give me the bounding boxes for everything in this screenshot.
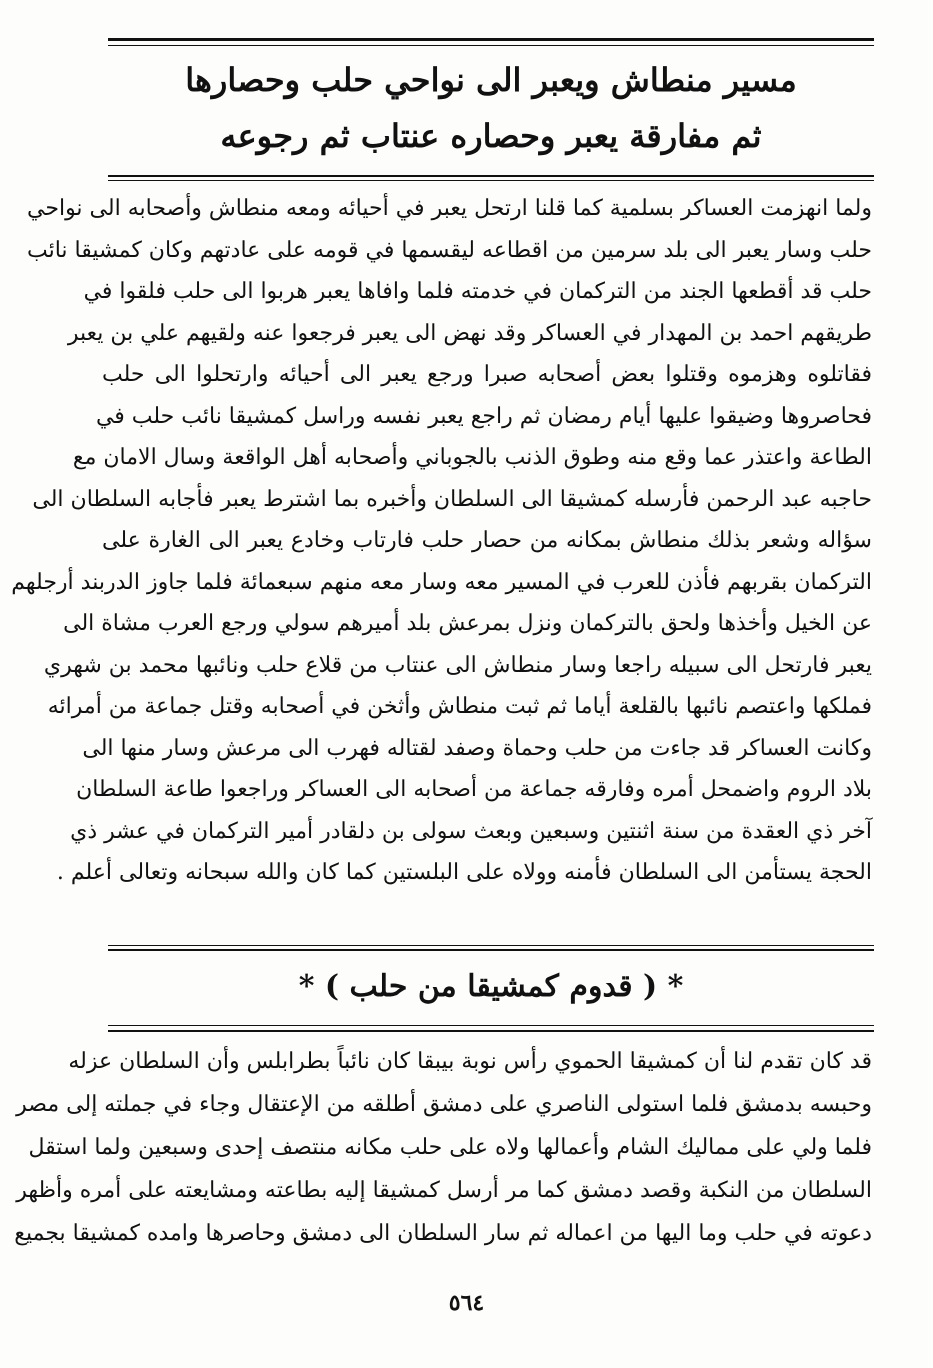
subheading-rule-thick-top: [108, 949, 874, 951]
subheading-rule-thin-top: [108, 945, 874, 946]
text-line: وكانت العساكر قد جاءت من حلب وحماة وصفد لقتاله فهرب الى مرعش وسار منها الى: [82, 735, 872, 761]
top-rule-thick: [108, 38, 874, 41]
heading-line-1: مسير منطاش ويعبر الى نواحي حلب وحصارها: [185, 61, 797, 99]
text-line: حاجبه عبد الرحمن فأرسله كمشيقا الى السلطان وأخبره بما اشترط يعبر فأجابه السلطان الى: [32, 486, 872, 512]
text-line: قد كان تقدم لنا أن كمشيقا الحموي رأس نوبة بيبقا كان نائباً بطرابلس وأن السلطان عزله: [68, 1049, 872, 1074]
text-line: طريقهم احمد بن المهدار في العساكر وقد نهض الى يعبر فرجعوا عنه ولقيهم علي بن يعبر: [67, 320, 872, 346]
text-line: سؤاله وشعر بذلك منطاش بمكانه من حصار حلب فارتاب وخادع يعبر الى الغارة على: [102, 528, 872, 553]
text-line: السلطان من النكبة وقصد دمشق كما مر أرسل كمشيقا إليه بطاعته ومشايعته على أمره وأظهر: [16, 1178, 872, 1203]
page-number: ٥٦٤: [448, 1290, 485, 1316]
text-line: يعبر فارتحل الى سبيله راجعا وسار منطاش الى عنتاب من قلاع حلب ونائبها محمد بن شهري: [43, 652, 872, 678]
text-line: الطاعة واعتذر عما وقع منه وطوق الذنب بالجوباني وأصحابه أهل الواقعة وسال الامان مع: [72, 445, 872, 470]
text-line: ولما انهزمت العساكر بسلمية كما قلنا ارتحل يعبر في أحيائه ومعه منطاش وأصحابه الى نواحي: [27, 196, 872, 221]
text-line: حلب وسار يعبر الى بلد سرمين من اقطاعه ليقسمها في قومه على عادتهم وكان كمشيقا نائب: [26, 237, 872, 263]
text-line: التركمان بقربهم فأذن للعرب في المسير معه وسار معه منهم سبعمائة فلما جاوز الدربند أرجلهم: [11, 569, 872, 595]
chapter-heading: [108, 52, 874, 164]
text-line: آخر ذي العقدة من سنة اثنتين وسبعين وبعث سولى بن دلقادر أمير التركمان في عشر ذي: [70, 818, 872, 844]
text-line: حلب قد أقطعها الجند من التركمان في خدمته فلما وافاها يعبر هربوا الى حلب فلقوا في: [83, 279, 872, 304]
section-subheading: * ( قدوم كمشيقا من حلب ) *: [298, 969, 684, 1004]
section-2-text: [14, 1040, 872, 1255]
text-line: فملكها واعتصم نائبها بالقلعة أياما ثم ثبت منطاش وأثخن في أصحابه وقتل جماعة من أمرائه: [47, 694, 872, 719]
text-line: عن الخيل وأخذها ولحق بالتركمان ونزل بمرعش بلد أميرهم سولي ورجع العرب مشاة الى: [63, 611, 872, 636]
text-line: فلما ولي على مماليك الشام وأعمالها ولاه على حلب مكانه منتصف إحدى وسبعين ولما استقل: [28, 1135, 872, 1160]
text-line: بلاد الروم واضمحل أمره وفارقه جماعة من أصحابه الى العساكر وراجعوا طاعة السلطان: [76, 777, 872, 802]
text-line: الحجة يستأمن الى السلطان فأمنه وولاه على البلستين كما كان والله سبحانه وتعالى أعلم .: [56, 860, 872, 885]
section-1-text: [11, 188, 872, 894]
text-line: فحاصروها وضيقوا عليها أيام رمضان ثم راجع يعبر نفسه وراسل كمشيقا نائب حلب في: [95, 403, 872, 429]
text-line: دعوته في حلب وما اليها من اعماله ثم سار السلطان الى دمشق وحاصرها وامده كمشيقا بجميع: [14, 1221, 872, 1246]
top-rule-thin: [108, 45, 874, 46]
heading-rule-thin: [108, 180, 874, 181]
heading-rule-thick: [108, 175, 874, 177]
heading-line-2: ثم مفارقة يعبر وحصاره عنتاب ثم رجوعه: [220, 117, 762, 155]
subheading-rule-thick-bottom: [108, 1030, 874, 1032]
text-line: فقاتلوه وهزموه وقتلوا بعض أصحابه صبرا ورجع يعبر الى أحيائه وارتحلوا الى حلب: [102, 362, 872, 387]
text-line: وحبسه بدمشق فلما استولى الناصري على دمشق أطلقه من الإعتقال وجاء في جملته إلى مصر: [16, 1092, 872, 1117]
subheading-rule-thin-bottom: [108, 1025, 874, 1026]
